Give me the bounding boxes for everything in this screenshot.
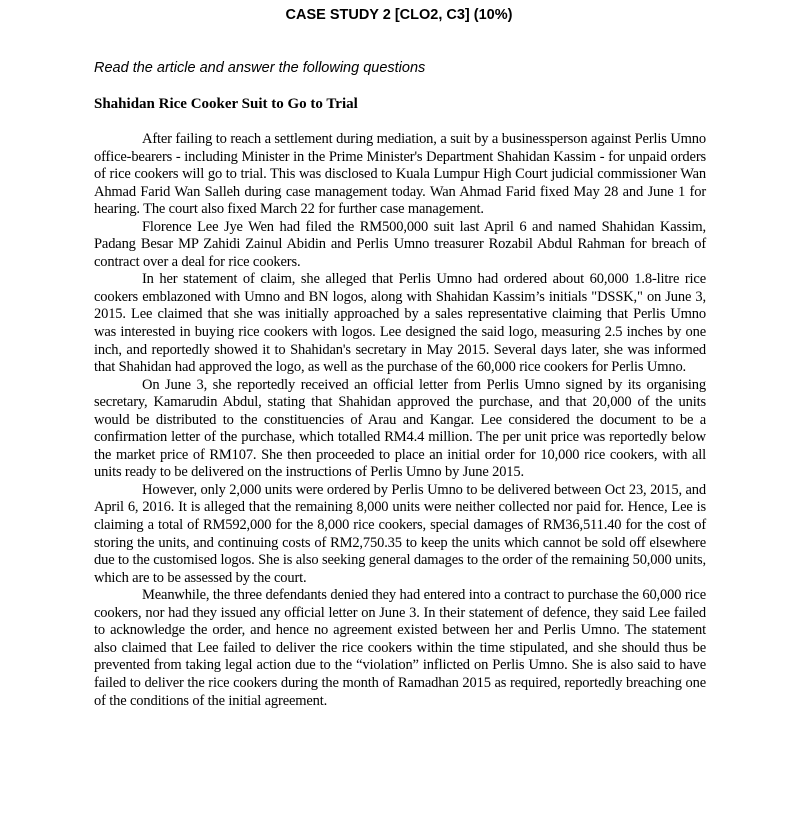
article-paragraph: In her statement of claim, she alleged that Perlis Umno had ordered about 60,000 1.8-litre rice cookers emblazoned with Umno and BN logos, along with Shahidan Kassim’s initials "DSSK," on June 3, 2015. Lee claimed that she was initially approached by a sales representative claiming that Perlis Umno was interested in buying rice cookers with logos. Lee designed the said logo, measuring 2.5 inches by one inch, and reportedly showed it to Shahidan's secretary in May 2015. Several days later, she was informed that Shahidan had approved the logo, as well as the purchase of the 60,000 rice cookers for Perlis Umno. <box>94 271 706 376</box>
article-paragraph: Florence Lee Jye Wen had filed the RM500,000 suit last April 6 and named Shahidan Kassim, Padang Besar MP Zahidi Zainul Abidin and Perlis Umno treasurer Rozabil Abdul Rahman for breach of contract over a deal for rice cookers. <box>94 218 706 270</box>
article-paragraph: After failing to reach a settlement during mediation, a suit by a businessperson against Perlis Umno office-bearers - including Minister in the Prime Minister's Department Shahidan Kassim - for unpaid orders of rice cookers will go to trial. This was disclosed to Kuala Lumpur High Court judicial commissioner Wan Ahmad Farid Wan Salleh during case management today. Wan Ahmad Farid fixed May 28 and June 1 for hearing. The court also fixed March 22 for further case management. <box>94 131 706 218</box>
article-paragraph: Meanwhile, the three defendants denied they had entered into a contract to purchase the 60,000 rice cookers, nor had they issued any official letter on June 3. In their statement of defence, they said Lee failed to acknowledge the order, and hence no agreement existed between her and Perlis Umno. The statement also claimed that Lee failed to deliver the rice cookers within the time stipulated, and she should thus be prevented from taking legal action due to the “violation” inflicted on Perlis Umno. She is also said to have failed to deliver the rice cookers during the month of Ramadhan 2015 as required, reportedly breaching one of the conditions of the initial agreement. <box>94 587 706 709</box>
instruction-text: Read the article and answer the following questions <box>94 60 426 76</box>
article-paragraph: However, only 2,000 units were ordered by Perlis Umno to be delivered between Oct 23, 2015, and April 6, 2016. It is alleged that the remaining 8,000 units were neither collected nor paid for. Hence, Lee is claiming a total of RM592,000 for the 8,000 rice cookers, special damages of RM36,511.40 for the cost of storing the units, and continuing costs of RM2,750.35 to keep the units which cannot be sold off elsewhere due to the customised logos. She is also seeking general damages to the order of the remaining 50,000 units, which are to be assessed by the court. <box>94 481 706 586</box>
article-title: Shahidan Rice Cooker Suit to Go to Trial <box>94 96 358 112</box>
case-study-title: CASE STUDY 2 [CLO2, C3] (10%) <box>285 7 513 23</box>
article-paragraph: On June 3, she reportedly received an official letter from Perlis Umno signed by its organising secretary, Kamarudin Abdul, stating that Shahidan approved the purchase, and that 20,000 of the units would be distributed to the constituencies of Arau and Kangar. Lee considered the document to be a confirmation letter of the purchase, which totalled RM4.4 million. The per unit price was reportedly below the market price of RM107. She then proceeded to place an initial order for 10,000 rice cookers, with all units ready to be delivered on the instructions of Perlis Umno by June 2015. <box>94 376 706 481</box>
article-body <box>94 131 706 710</box>
